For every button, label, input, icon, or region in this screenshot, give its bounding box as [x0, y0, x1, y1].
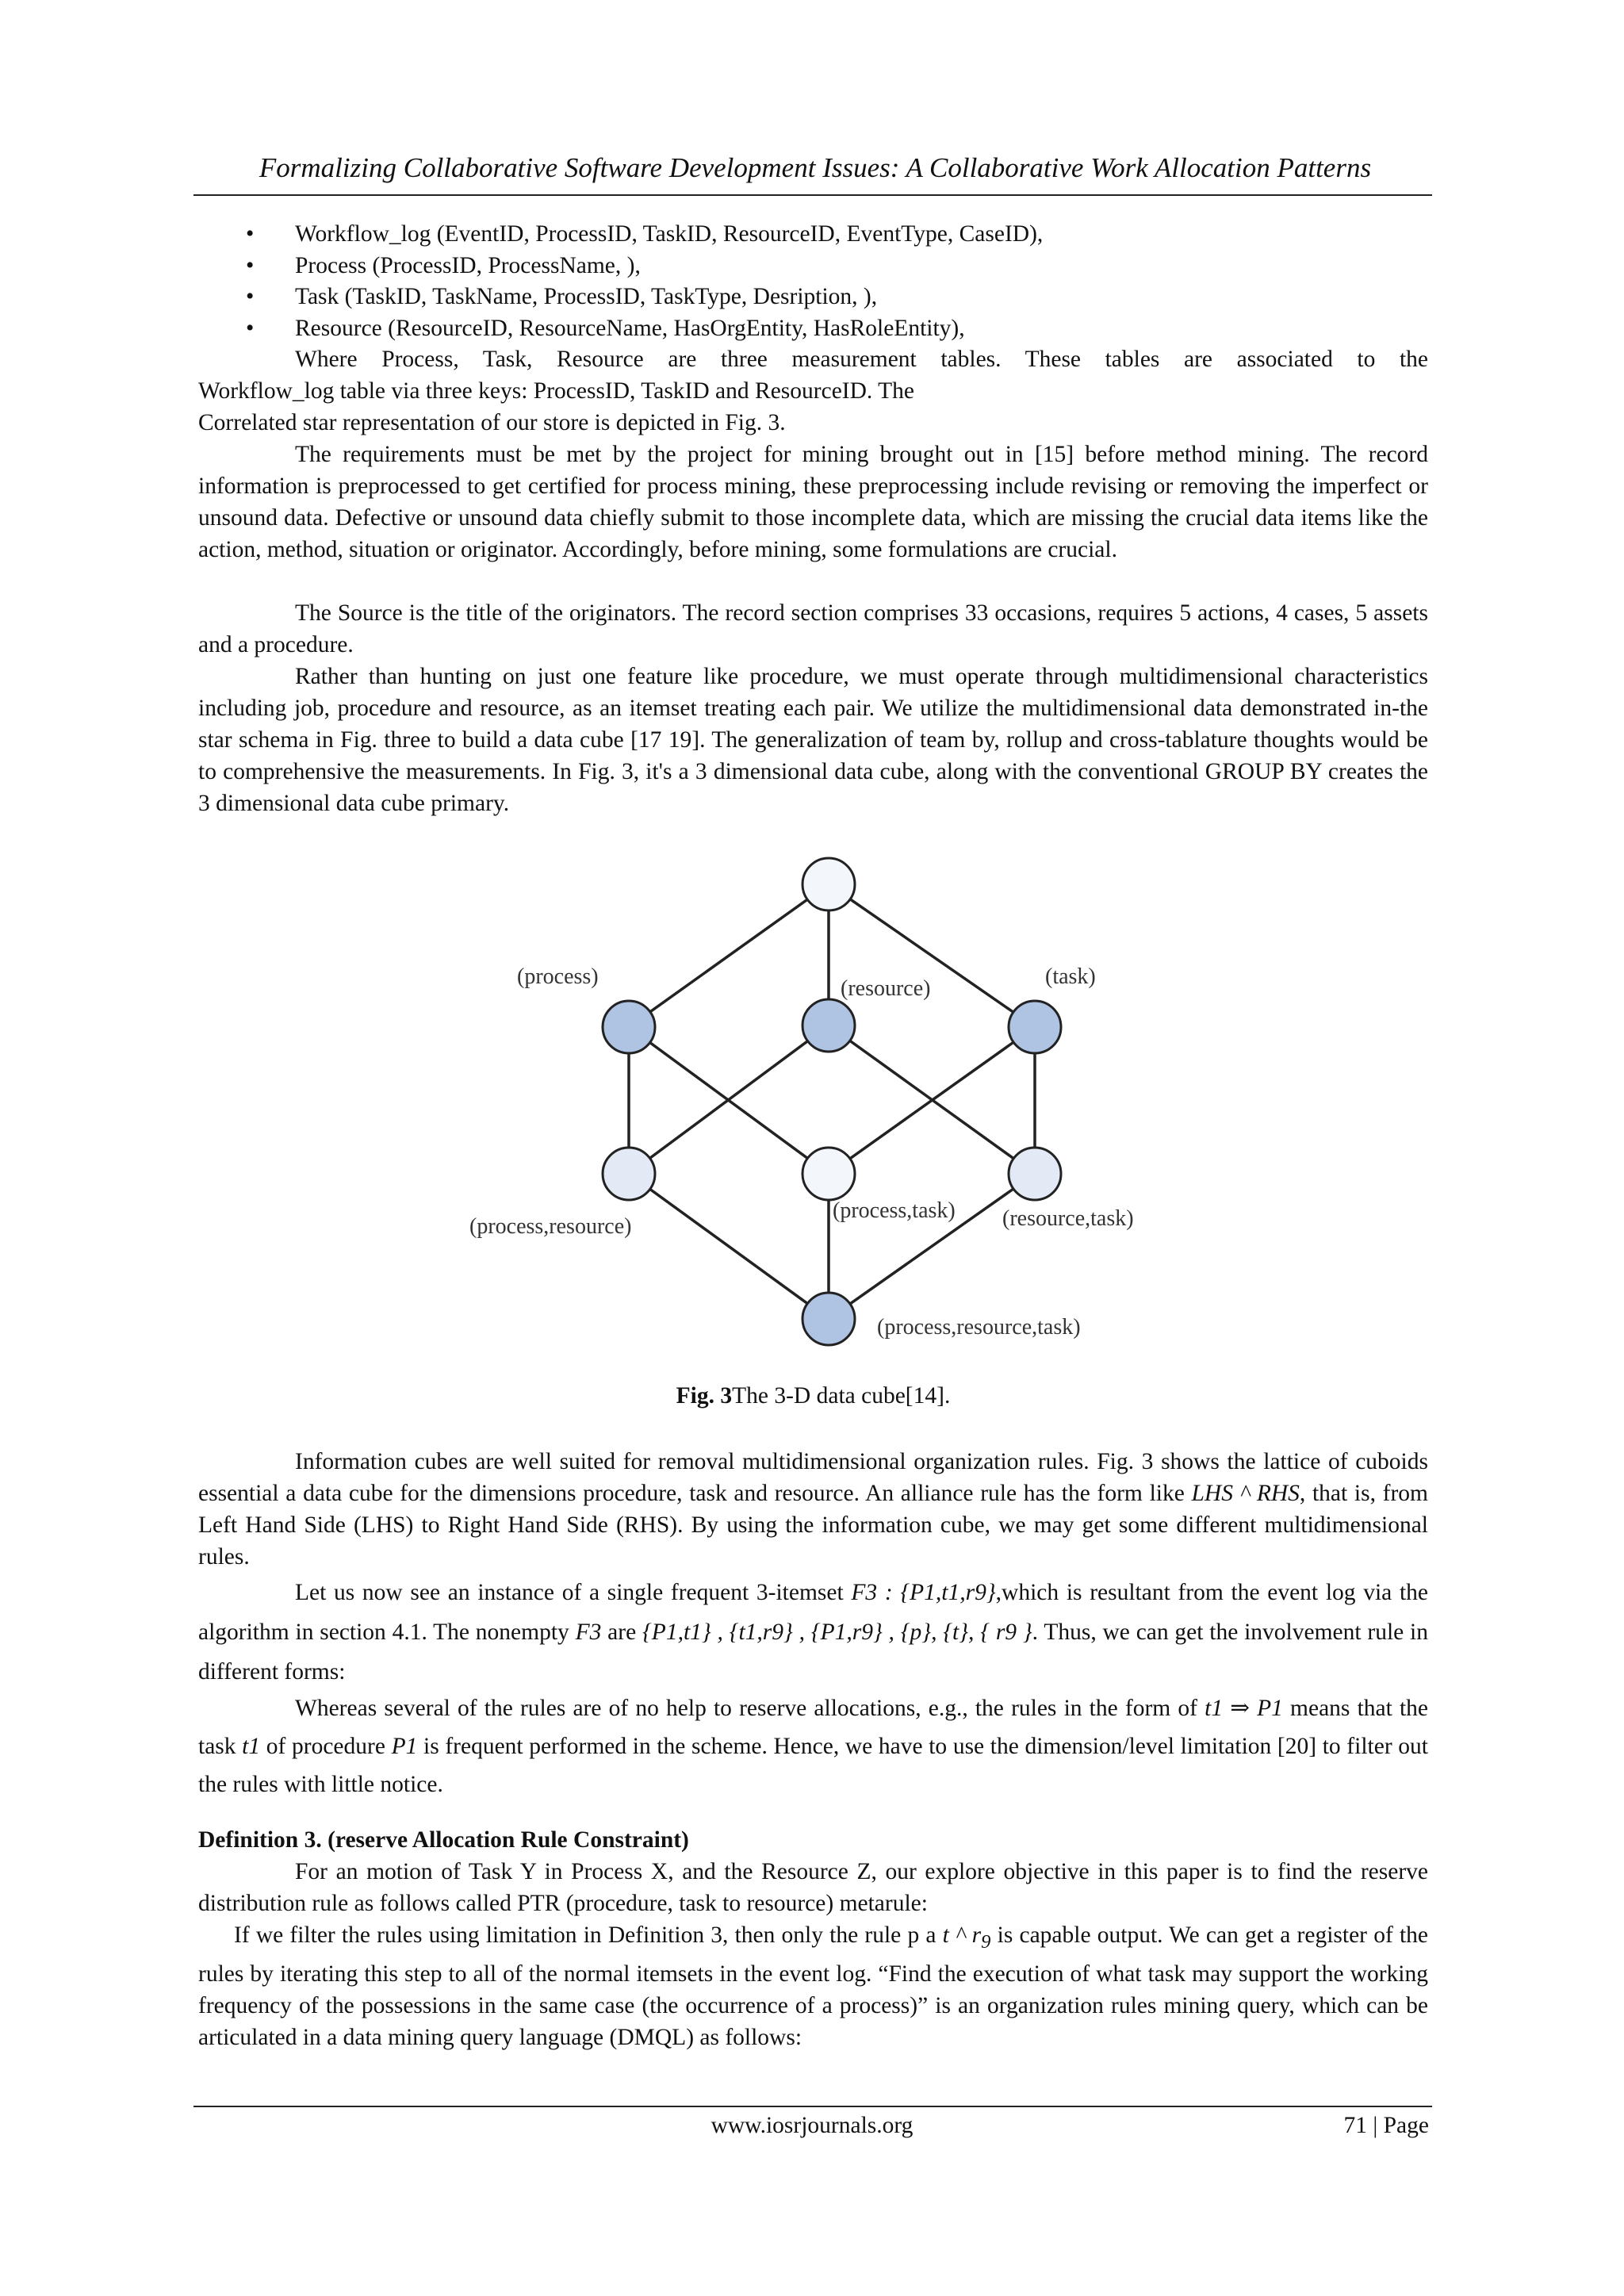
text-run: are [601, 1619, 642, 1645]
label-task: (task) [1045, 964, 1096, 989]
paragraph-line: Workflow_log table via three keys: ProcessID, TaskID and ResourceID. The [198, 378, 914, 404]
text-run: , that is, from Left Hand Side (LHS) to Right Hand Side (RHS). By using the information cube, we may get some different multidimensional rules. [198, 1481, 1428, 1570]
text-run: means that the task [198, 1696, 1429, 1759]
footer-url: www.iosrjournals.org [710, 2113, 914, 2138]
label-process-task: (process,task) [833, 1198, 956, 1223]
edge [829, 884, 1035, 1027]
node-apex [802, 858, 855, 910]
footer-page-number: 71 | Page [1343, 2113, 1429, 2138]
edge [829, 1174, 1035, 1319]
label-process-resource-task: (process,resource,task) [877, 1315, 1081, 1340]
bullet-text: Workflow_log (EventID, ProcessID, TaskID, ResourceID, EventType, CaseID), [295, 221, 1044, 247]
paragraph-line: Where Process, Task, Resource are three measurement tables. These tables are associated to the [295, 347, 1428, 372]
node-process [603, 1001, 655, 1053]
math-f3-itemset: F3 : {P1,t1,r9} [851, 1580, 996, 1605]
bullet-mark: • [246, 221, 255, 247]
text-run: of procedure [260, 1734, 392, 1759]
paragraph-multidimensional: Rather than hunting on just one feature like procedure, we must operate through multidimensional characteristics including job, procedure and resource, as an itemset treating each pair. We utilize the multidimensional data demonstrated in-the star schema in Fig. three to build a data cube [17 19]. The generalization of team by, rollup and cross-tablature thoughts would be to comprehensive the measurements. In Fig. 3, it's a 3 dimensional data cube, along with the conventional GROUP BY creates the 3 dimensional data cube primary. [198, 664, 1428, 816]
node-resource [802, 999, 855, 1052]
paragraph-information-cubes [198, 1446, 1428, 1573]
figure-caption [198, 1380, 1428, 1412]
paragraph-filter-rules [198, 1919, 1428, 2053]
text-run: Let us now see an instance of a single frequent 3-itemset [295, 1580, 852, 1605]
running-header: Formalizing Collaborative Software Development Issues: A Collaborative Work Allocation Patterns [259, 152, 1372, 183]
node-task [1009, 1001, 1061, 1053]
text-run: . Thus, we can get the involvement rule in different forms: [198, 1619, 1429, 1685]
text-run: Whereas several of the rules are of no help to reserve allocations, e.g., the rules in the form of [295, 1696, 1205, 1721]
bullet-mark: • [246, 315, 255, 341]
bullet-text: Task (TaskID, TaskName, ProcessID, TaskType, Desription, ), [295, 284, 878, 309]
label-process-resource: (process,resource) [469, 1214, 632, 1239]
text-run: is frequent performed in the scheme. Hence, we have to use the dimension/level limitation [20] to filter out the rules with little notice. [198, 1734, 1428, 1797]
node-process-resource [603, 1148, 655, 1200]
lhs-rhs-term: LHS ^ RHS [1191, 1481, 1300, 1506]
bullet-mark: • [246, 252, 255, 278]
label-resource: (resource) [841, 976, 931, 1001]
math-p1: P1 [391, 1734, 418, 1759]
math-rule-t1-p1: t1 ⇒ P1 [1205, 1696, 1283, 1721]
text-run: If we filter the rules using limitation in Definition 3, then only the rule p a [234, 1922, 943, 1948]
definition-title: Definition 3. (reserve Allocation Rule Constraint) [198, 1827, 689, 1853]
label-resource-task: (resource,task) [1002, 1206, 1134, 1231]
bullet-text: Resource (ResourceID, ResourceName, HasOrgEntity, HasRoleEntity), [295, 315, 965, 341]
paragraph-definition: For an motion of Task Y in Process X, and the Resource Z, our explore objective in this paper is to find the reserve distribution rule as follows called PTR (procedure, task to resource) metarule: [198, 1859, 1428, 1916]
edge [629, 1174, 829, 1319]
paragraph-line: Correlated star representation of our store is depicted in Fig. 3. [198, 410, 786, 435]
label-process: (process) [517, 964, 599, 989]
math-subscript: 9 [981, 1930, 991, 1953]
node-process-resource-task [802, 1293, 855, 1345]
math-subsets: {P1,t1} , {t1,r9} , {P1,r9} , {p}, {t}, { r9 } [642, 1619, 1032, 1645]
bullet-mark: • [246, 284, 255, 309]
text-run: ,which is resultant from the event log via the algorithm in section 4.1. The nonempty [198, 1580, 1428, 1645]
paragraph-rules-forms [198, 1689, 1428, 1803]
math-f3: F3 [575, 1619, 602, 1645]
figure-caption-label: Fig. 3 [676, 1383, 733, 1409]
paragraph-source: The Source is the title of the originators. The record section comprises 33 occasions, requires 5 actions, 4 cases, 5 assets and a procedure. [198, 600, 1428, 657]
math-t1: t1 [242, 1734, 261, 1759]
math-rule: t ^ r [942, 1922, 982, 1948]
node-resource-task [1009, 1148, 1061, 1200]
figure-caption-text: The 3-D data cube[14]. [732, 1383, 951, 1409]
footer-rule [193, 2106, 1432, 2107]
paragraph-itemset [198, 1573, 1428, 1692]
paragraph-requirements: The requirements must be met by the project for mining brought out in [15] before method mining. The record information is preprocessed to get certified for process mining, these preprocessing include revising or removing the imperfect or unsound data. Defective or unsound data chiefly submit to those incomplete data, which are missing the crucial data items like the action, method, situation or originator. Accordingly, before mining, some formulations are crucial. [198, 442, 1428, 562]
text-run: is capable output. We can get a register of the rules by iterating this step to all of the normal itemsets in the event log. “Find the execution of what task may support the working frequency of the possessions in the same case (the occurrence of a process)” is an organization rules mining query, which can be articulated in a data mining query language (DMQL) as follows: [198, 1922, 1428, 2050]
bullet-text: Process (ProcessID, ProcessName, ), [295, 252, 641, 278]
edge [629, 884, 829, 1027]
node-process-task [802, 1148, 855, 1200]
text-run: Information cubes are well suited for removal multidimensional organization rules. Fig. 3 shows the lattice of cuboids essential a data cube for the dimensions procedure, task and resource. An alliance rule has the form like [198, 1449, 1428, 1506]
